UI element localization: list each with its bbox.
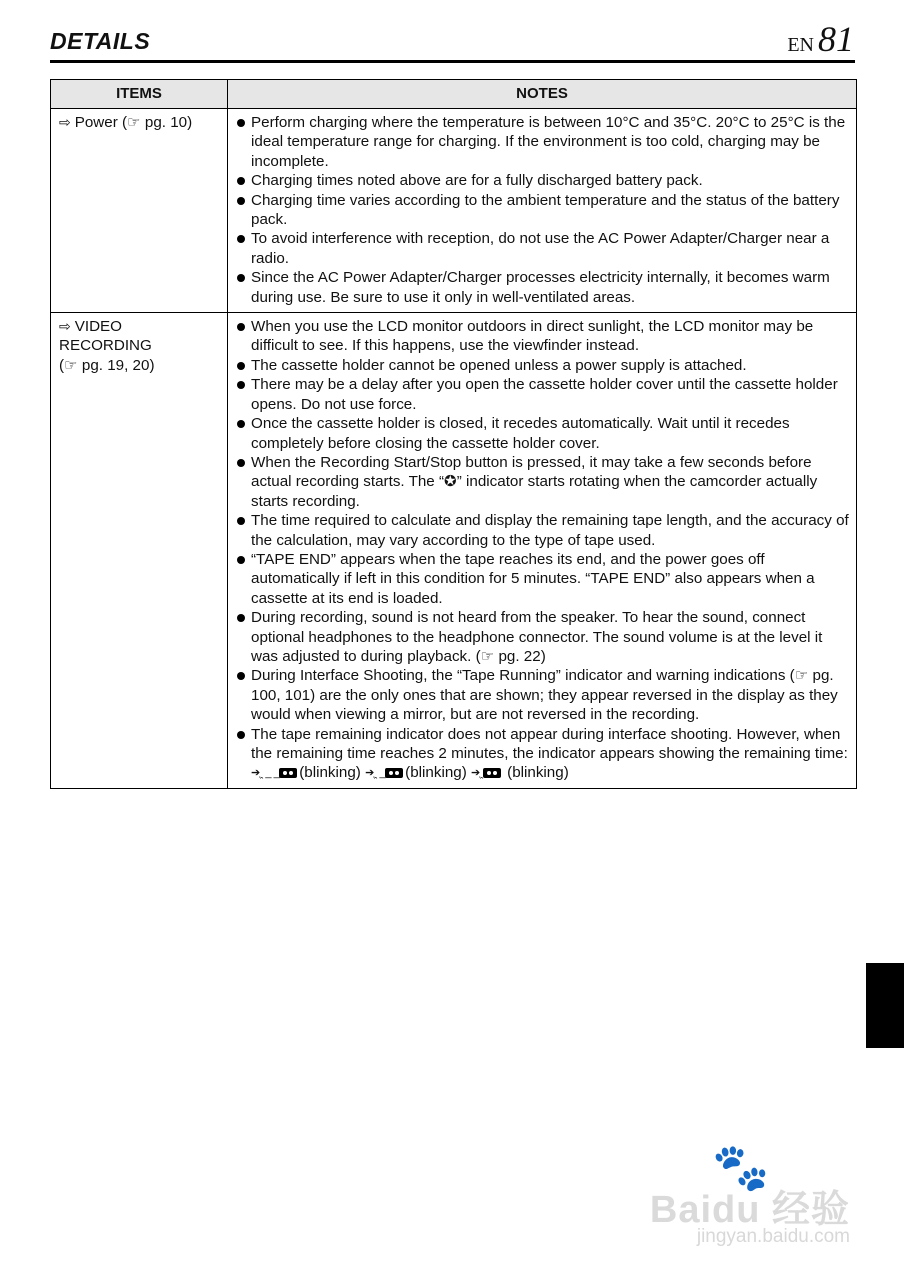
notes-cell bbox=[228, 109, 857, 313]
language-code: EN bbox=[787, 34, 814, 56]
tape-indicator-2min: ➔ꞈ̣ _ _ bbox=[251, 766, 280, 779]
page-number bbox=[787, 18, 854, 60]
tape-indicator-1min: ➔ꞈ̣ _ bbox=[365, 766, 386, 779]
item-label: VIDEO bbox=[74, 318, 122, 336]
cassette-icon bbox=[385, 768, 403, 778]
list-item: Charging time varies according to the ambient temperature and the status of the battery pack. bbox=[251, 191, 850, 230]
notes-list bbox=[236, 113, 850, 307]
list-item: When you use the LCD monitor outdoors in direct sunlight, the LCD monitor may be difficult to see. If this happens, use the viewfinder instead. bbox=[251, 317, 850, 356]
list-item: The time required to calculate and display the remaining tape length, and the accuracy of the calculation, may vary according to the type of tape used. bbox=[251, 512, 849, 549]
watermark-url: jingyan.baidu.com bbox=[696, 1226, 850, 1247]
list-item-tape-remaining bbox=[251, 725, 850, 784]
arrow-right-icon: ⇨ bbox=[59, 318, 71, 335]
list-item: Once the cassette holder is closed, it recedes automatically. Wait until it recedes completely before closing the cassette holder cover. bbox=[251, 414, 850, 453]
note-text: The tape remaining indicator does not appear during interface shooting. However, when the remaining time reaches 2 minutes, the indicator appears showing the remaining time: bbox=[251, 725, 848, 762]
list-item: Charging times noted above are for a fully discharged battery pack. bbox=[251, 171, 850, 190]
notes-list bbox=[236, 317, 850, 783]
header-rule bbox=[50, 60, 855, 63]
page-number-value: 81 bbox=[818, 19, 854, 59]
list-item: “TAPE END” appears when the tape reaches its end, and the power goes off automatically if left in this condition for 5 minutes. “TAPE END” also appears when a cassette at its end is loaded. bbox=[251, 550, 850, 608]
items-column-header: ITEMS bbox=[51, 80, 228, 109]
arrow-right-icon: ⇨ bbox=[59, 114, 71, 130]
item-label-line2: RECORDING bbox=[59, 337, 152, 355]
cassette-icon bbox=[279, 768, 297, 778]
tape-indicator-0min: ➔ꞈ̣ bbox=[471, 766, 483, 779]
watermark-brand: Baidu 经验 bbox=[649, 1189, 850, 1231]
item-page-ref: (☞ pg. 19, 20) bbox=[59, 356, 155, 374]
notes-column-header: NOTES bbox=[228, 80, 857, 109]
page-header bbox=[50, 18, 854, 62]
blinking-label: (blinking) bbox=[299, 764, 361, 782]
section-title: DETAILS bbox=[50, 28, 151, 54]
cassette-icon bbox=[483, 768, 501, 778]
paw-icon: 🐾 bbox=[712, 1141, 770, 1193]
list-item: There may be a delay after you open the cassette holder cover until the cassette holder opens. Do not use force. bbox=[251, 375, 850, 414]
item-cell-power bbox=[51, 109, 228, 313]
blinking-label: (blinking) bbox=[405, 764, 467, 782]
list-item: Perform charging where the temperature is between 10°C and 35°C. 20°C to 25°C is the ideal temperature range for charging. If the environment is too cold, charging may be incomplete. bbox=[251, 113, 850, 171]
blinking-label: (blinking) bbox=[507, 764, 569, 782]
list-item: During Interface Shooting, the “Tape Running” indicator and warning indications (☞ pg. 100, 101) are the only ones that are shown; they appear reversed in the display as they would when viewing a mirror, but are not reversed in the recording. bbox=[251, 666, 850, 724]
table-row bbox=[51, 313, 857, 789]
list-item: Since the AC Power Adapter/Charger processes electricity internally, it becomes warm during use. Be sure to use it only in well-ventilated areas. bbox=[251, 268, 850, 307]
list-item: During recording, sound is not heard from the speaker. To hear the sound, connect optional headphones to the headphone connector. The sound volume is at the level it was adjusted to during playback. (☞ pg. 22) bbox=[251, 608, 850, 666]
list-item: To avoid interference with reception, do not use the AC Power Adapter/Charger near a radio. bbox=[251, 229, 850, 268]
table-row bbox=[51, 109, 857, 313]
list-item: When the Recording Start/Stop button is pressed, it may take a few seconds before actual recording starts. The “✪” indicator starts rotating when the camcorder actually starts recording. bbox=[251, 453, 850, 511]
table-header-row bbox=[51, 80, 857, 109]
watermark bbox=[640, 1140, 860, 1260]
item-label: Power (☞ pg. 10) bbox=[74, 114, 193, 131]
notes-cell bbox=[228, 313, 857, 789]
section-thumb-tab bbox=[866, 963, 904, 1048]
list-item: The cassette holder cannot be opened unless a power supply is attached. bbox=[251, 356, 850, 375]
item-cell-video-recording bbox=[51, 313, 228, 789]
details-table bbox=[50, 79, 857, 789]
